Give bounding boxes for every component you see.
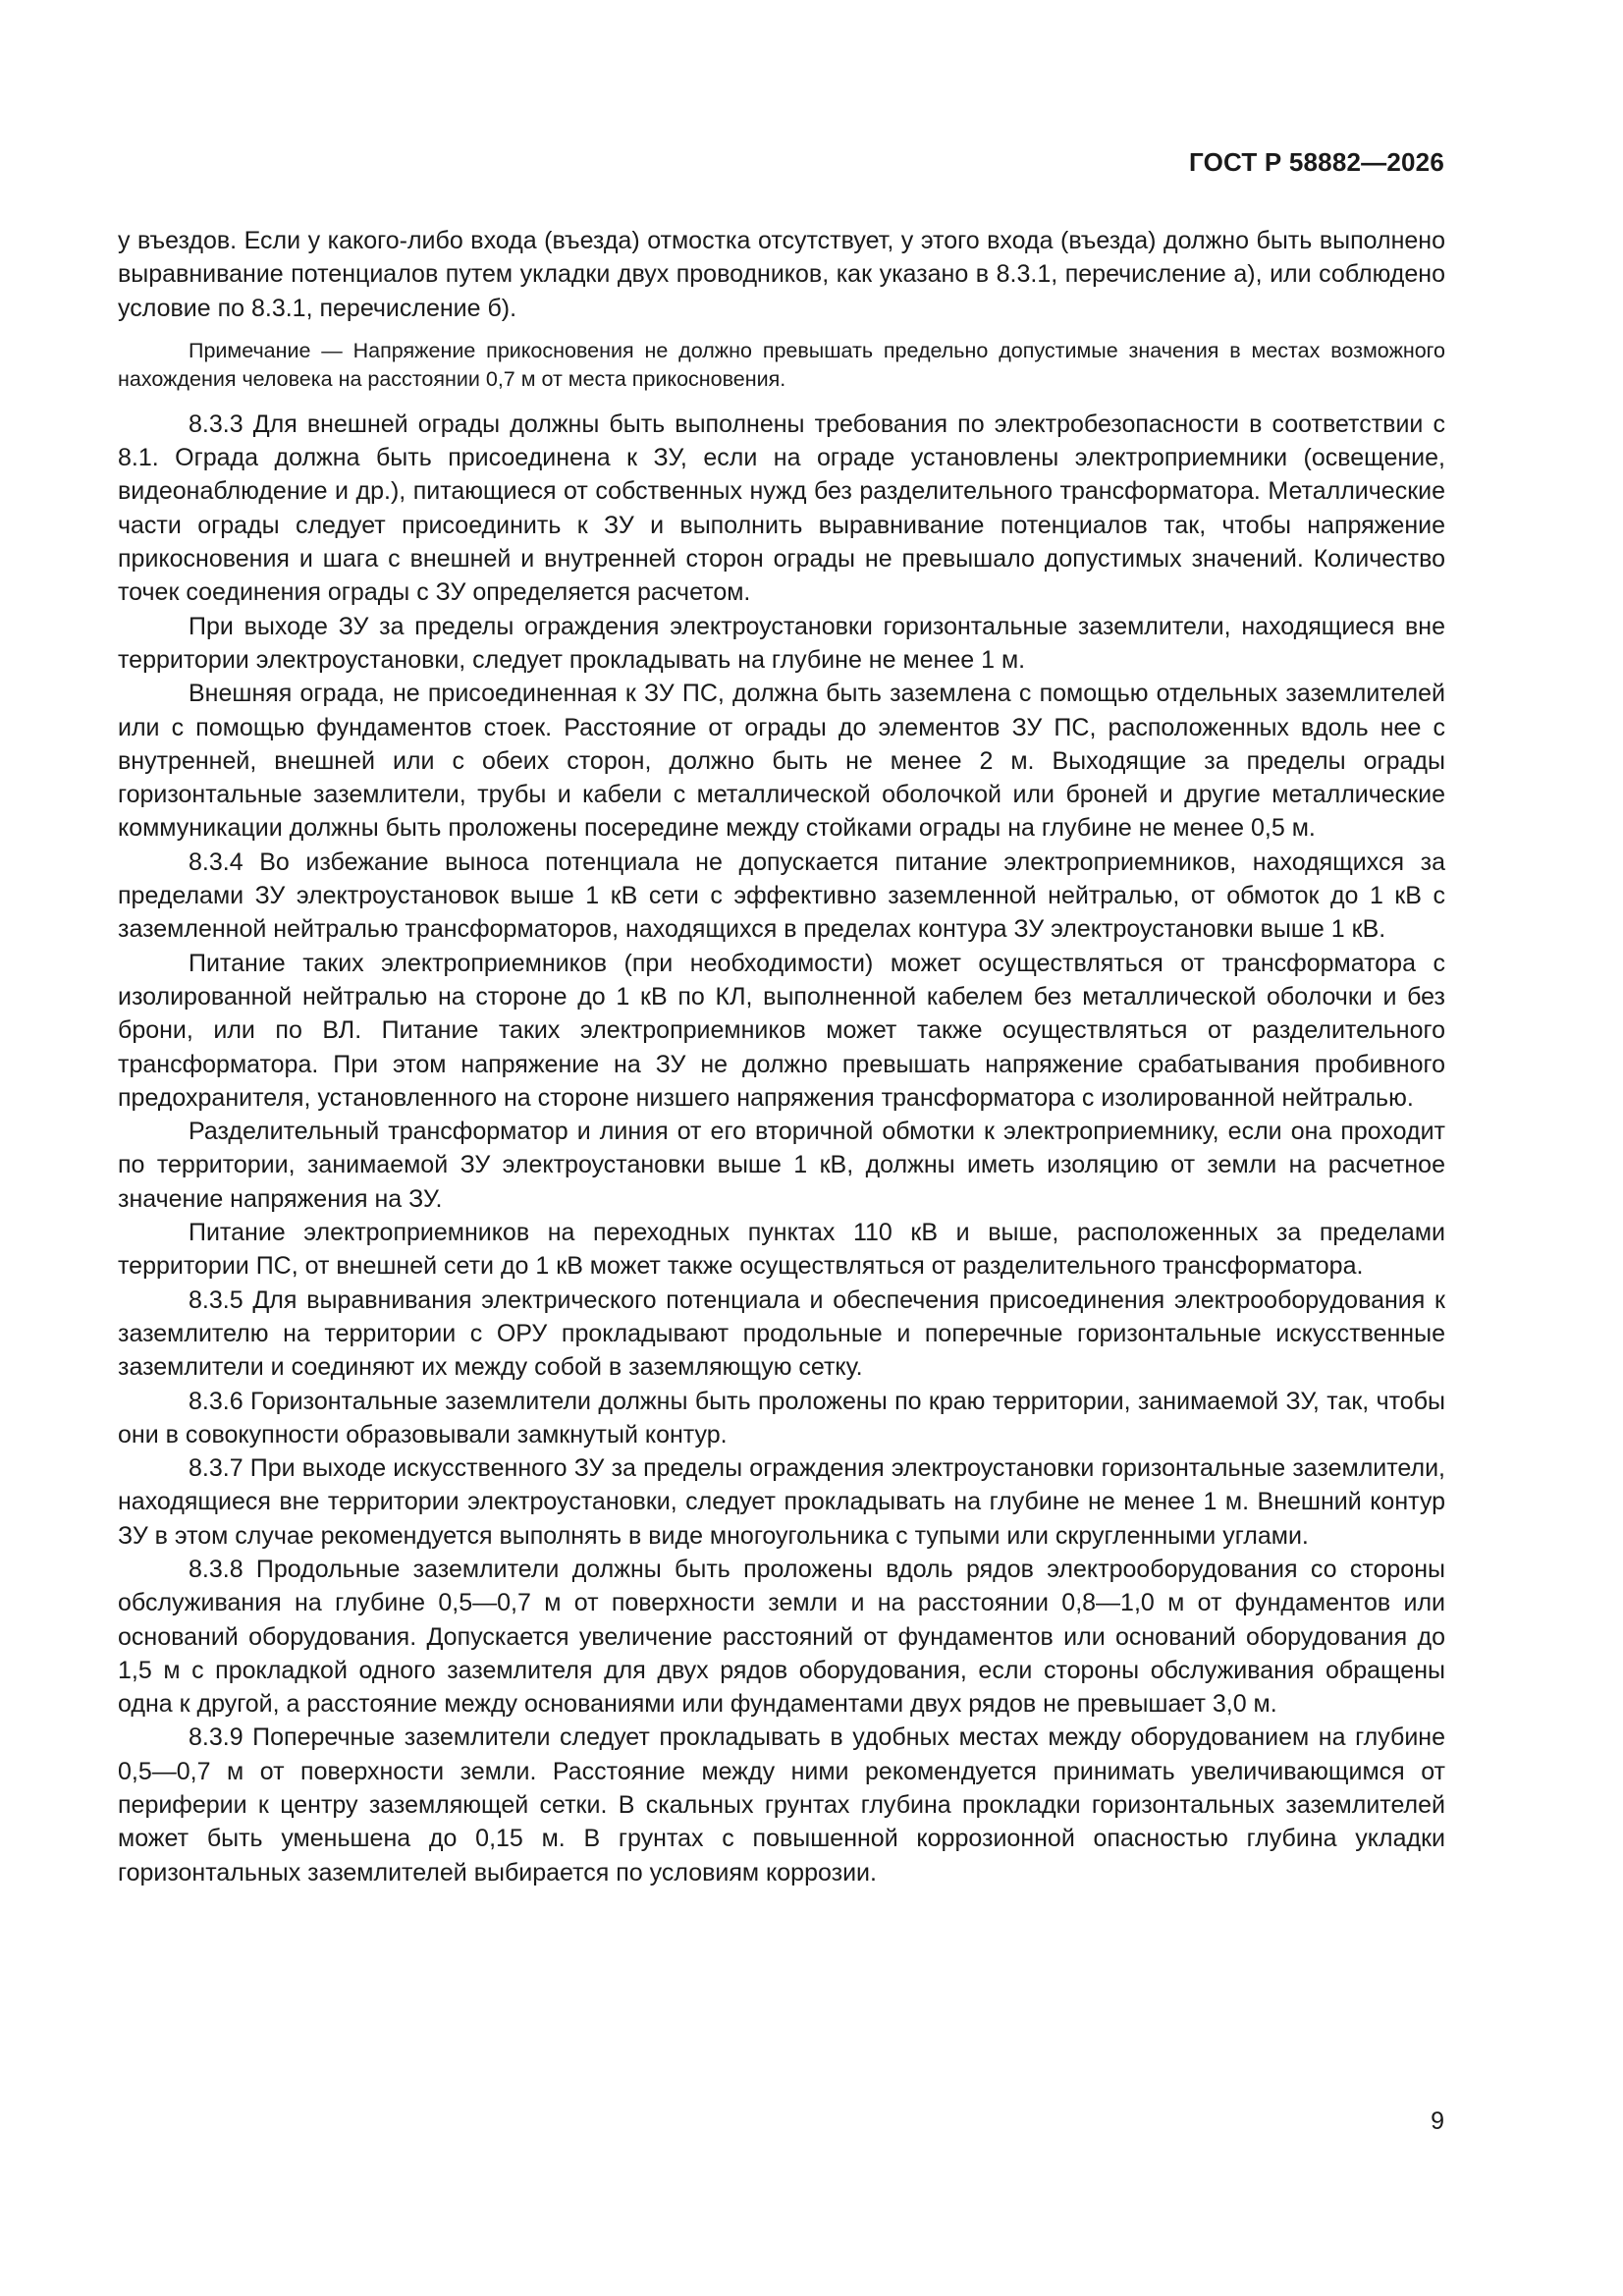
paragraph-8-3-3: 8.3.3 Для внешней ограды должны быть выполнены требования по электробезопасности в соответствии с 8.1. Ограда должна быть присоединена к ЗУ, если на ограде установлены электроприемники (освещение, видеонаблюдение и др.), питающиеся от собственных нужд без разделительного трансформатора. Металлические части ограды следует присоединить к ЗУ и выполнить выравнивание потенциалов так, чтобы напряжение прикосновения и шага с внешней и внутренней сторон ограды не превышало допустимых значений. Количество точек соединения ограды с ЗУ определяется расчетом. [118, 410, 1445, 607]
paragraph-continuation: у въездов. Если у какого-либо входа (въезда) отмостка отсутствует, у этого входа (въезда) должно быть выполнено выравнивание потенциалов путем укладки двух проводников, как указано в 8.3.1, перечисление а), или соблюдено условие по 8.3.1, перечисление б). [118, 227, 1445, 322]
page-number: 9 [1431, 2107, 1444, 2135]
paragraph-ground-exit: При выходе ЗУ за пределы ограждения электроустановки горизонтальные заземлители, находящиеся вне территории электроустановки, следует прокладывать на глубине не менее 1 м. [118, 612, 1445, 674]
paragraph-8-3-6: 8.3.6 Горизонтальные заземлители должны быть проложены по краю территории, занимаемой ЗУ, так, чтобы они в совокупности образовывали замкнутый контур. [118, 1387, 1445, 1449]
paragraph-external-fence: Внешняя ограда, не присоединенная к ЗУ ПС, должна быть заземлена с помощью отдельных заземлителей или с помощью фундаментов стоек. Расстояние от ограды до элементов ЗУ ПС, расположенных вдоль нее с внутренней, внешней или с обеих сторон, должно быть не менее 2 м. Выходящие за пределы ограды горизонтальные заземлители, трубы и кабели с металлической оболочкой или броней и другие металлические коммуникации должны быть проложены посередине между стойками ограды на глубине не менее 0,5 м. [118, 680, 1445, 843]
paragraph-isolating-transformer: Разделительный трансформатор и линия от его вторичной обмотки к электроприемнику, если она проходит по территории, занимаемой ЗУ электроустановки выше 1 кВ, должны иметь изоляцию от земли на расчетное значение напряжения на ЗУ. [118, 1118, 1445, 1213]
paragraph-transition-points: Питание электроприемников на переходных пунктах 110 кВ и выше, расположенных за пределами территории ПС, от внешней сети до 1 кВ может также осуществляться от разделительного трансформатора. [118, 1219, 1445, 1281]
paragraph-8-3-4: 8.3.4 Во избежание выноса потенциала не допускается питание электроприемников, находящихся за пределами ЗУ электроустановок выше 1 кВ сети с эффективно заземленной нейтралью, от обмоток до 1 кВ с заземленной нейтралью трансформаторов, находящихся в пределах контура ЗУ электроустановки выше 1 кВ. [118, 847, 1445, 944]
paragraph-8-3-8: 8.3.8 Продольные заземлители должны быть проложены вдоль рядов электрооборудования со стороны обслуживания на глубине 0,5—0,7 м от поверхности земли и на расстоянии 0,8—1,0 м от фундаментов или оснований оборудования. Допускается увеличение расстояний от фундаментов или оснований оборудования до 1,5 м с прокладкой одного заземлителя для двух рядов оборудования, если стороны обслуживания обращены одна к другой, а расстояние между основаниями или фундаментами двух рядов не превышает 3,0 м. [118, 1555, 1445, 1719]
standard-id-header: ГОСТ Р 58882—2026 [1189, 147, 1444, 177]
paragraph-8-3-5: 8.3.5 Для выравнивания электрического потенциала и обеспечения присоединения электрооборудования к заземлителю на территории с ОРУ прокладывают продольные и поперечные горизонтальные искусственные заземлители и соединяют их между собой в заземляющую сетку. [118, 1285, 1445, 1382]
paragraph-power-supply: Питание таких электроприемников (при необходимости) может осуществляться от трансформатора с изолированной нейтралью на стороне до 1 кВ по КЛ, выполненной кабелем без металлической оболочки и без брони, или по ВЛ. Питание таких электроприемников может также осуществляться от разделительного трансформатора. При этом напряжение на ЗУ не должно превышать напряжение срабатывания пробивного предохранителя, установленного на стороне низшего напряжения трансформатора с изолированной нейтралью. [118, 949, 1445, 1112]
paragraph-8-3-7: 8.3.7 При выходе искусственного ЗУ за пределы ограждения электроустановки горизонтальные заземлители, находящиеся вне территории электроустановки, следует прокладывать на глубине не менее 1 м. Внешний контур ЗУ в этом случае рекомендуется выполнять в виде многоугольника с тупыми или скругленными углами. [118, 1454, 1445, 1550]
note-paragraph: Примечание — Напряжение прикосновения не должно превышать предельно допустимые значения в местах возможного нахождения человека на расстоянии 0,7 м от места прикосновения. [118, 338, 1445, 391]
document-body [118, 224, 1445, 1889]
paragraph-8-3-9: 8.3.9 Поперечные заземлители следует прокладывать в удобных местах между оборудованием на глубине 0,5—0,7 м от поверхности земли. Расстояние между ними рекомендуется принимать увеличивающимся от периферии к центру заземляющей сетки. В скальных грунтах глубина прокладки горизонтальных заземлителей может быть уменьшена до 0,15 м. В грунтах с повышенной коррозионной опасностью глубина укладки горизонтальных заземлителей выбирается по условиям коррозии. [118, 1723, 1445, 1886]
